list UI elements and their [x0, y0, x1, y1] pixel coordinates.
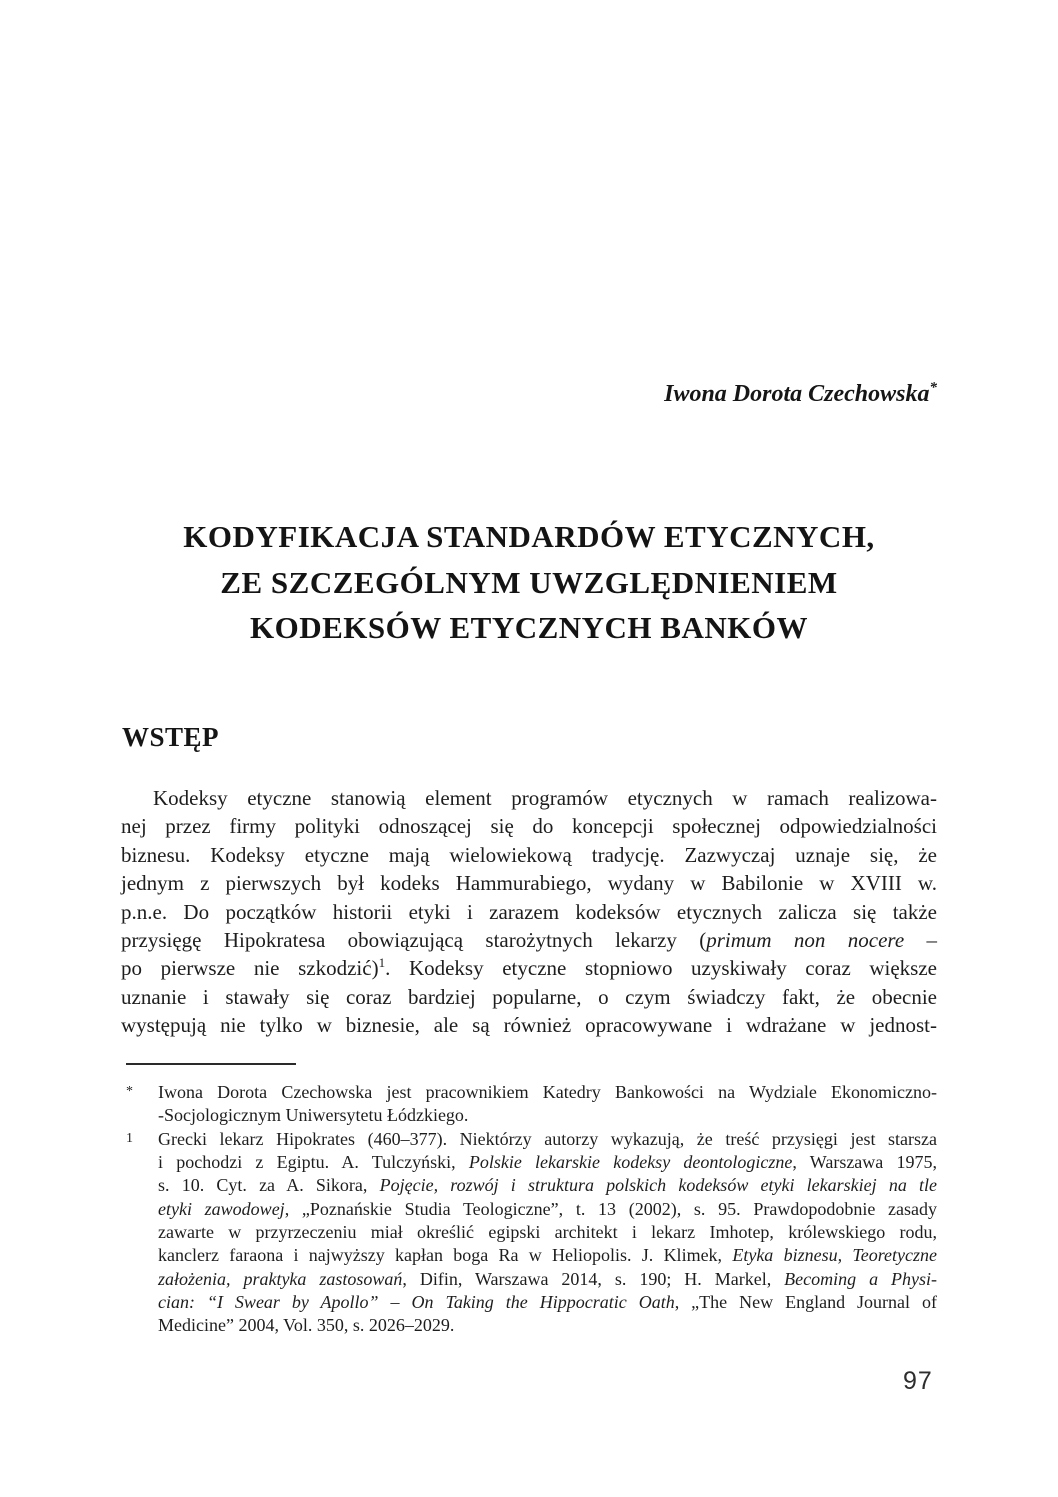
- title-line: ZE SZCZEGÓLNYM UWZGLĘDNIENIEM: [220, 564, 838, 600]
- text-segment: . Kodeksy etyczne stopniowo uzyskiwały coraz większe: [385, 956, 938, 981]
- italic-text: primum non nocere: [706, 928, 905, 953]
- text-segment: kanclerz faraona i najwyższy kapłan boga Ra w Heliopolis. J. Klimek,: [158, 1245, 733, 1266]
- section-heading-wstep: WSTĘP: [122, 722, 220, 752]
- text-segment: przysięgę Hipokratesa obowiązującą starożytnych lekarzy (: [121, 928, 707, 953]
- italic-text: Becoming a Physi-: [784, 1268, 938, 1289]
- body-line: [121, 898, 937, 926]
- footnote-item: [122, 1128, 937, 1338]
- article-title: [0, 514, 1058, 651]
- text-segment: , Warszawa 1975,: [792, 1152, 938, 1173]
- text-segment: p.n.e. Do początków historii etyki i zarazem kodeksów etycznych zalicza się także: [121, 899, 937, 924]
- text-segment: , „Poznańskie Studia Teologiczne”, t. 13 (2002), s. 95. Prawdopodobnie zasady: [284, 1198, 937, 1219]
- text-segment: i pochodzi z Egiptu. A. Tulczyński,: [158, 1152, 469, 1173]
- footnote-line: [158, 1244, 937, 1267]
- italic-text: Etyka biznesu, Teoretyczne: [732, 1245, 937, 1266]
- text-segment: Iwona Dorota Czechowska jest pracownikiem Katedry Bankowości na Wydziale Ekonomiczno-: [158, 1082, 937, 1102]
- footnote-line: [158, 1174, 937, 1197]
- footnote-line: [158, 1198, 937, 1221]
- footnote-item: [122, 1081, 937, 1128]
- text-segment: biznesu. Kodeksy etyczne mają wielowiekową tradycję. Zazwyczaj uznaje się, że: [121, 842, 937, 867]
- text-segment: –: [904, 928, 937, 953]
- footnote-separator-rule: [126, 1063, 296, 1065]
- italic-text: Polskie lekarskie kodeksy deontologiczne: [468, 1152, 793, 1173]
- footnote-line: [158, 1081, 937, 1104]
- footnote-marker: *: [126, 1084, 133, 1099]
- text-segment: zawarte w przyrzeczeniu miał określić egipski architekt i lekarz Imhotep, królewskiego rodu,: [158, 1222, 937, 1243]
- title-line: KODYFIKACJA STANDARDÓW ETYCZNYCH,: [183, 519, 875, 554]
- footnote-line: [158, 1104, 937, 1127]
- text-segment: Grecki lekarz Hipokrates (460–377). Niektórzy autorzy wykazują, że treść przysięgi jest starsza: [158, 1128, 937, 1149]
- italic-text: etyki zawodowej: [158, 1198, 285, 1219]
- text-segment: -Socjologicznym Uniwersytetu Łódzkiego.: [158, 1105, 469, 1126]
- footnote-reference: 1: [378, 955, 386, 971]
- text-segment: Kodeksy etyczne stanowią element programów etycznych w ramach realizowa-: [153, 786, 937, 810]
- text-segment: , „The New England Journal of: [674, 1292, 937, 1313]
- body-line: [121, 983, 937, 1011]
- text-segment: uznanie i stawały się coraz bardziej popularne, o czym świadczy fakt, że obecnie: [121, 984, 937, 1009]
- text-segment: jednym z pierwszych był kodeks Hammurabiego, wydany w Babilonie w XVIII w.: [121, 871, 937, 896]
- footnote-text: [158, 1128, 937, 1338]
- text-segment: występują nie tylko w biznesie, ale są również opracowywane i wdrażane w jednost-: [121, 1013, 937, 1038]
- body-paragraph: [121, 784, 937, 1040]
- footnote-line: [158, 1221, 937, 1244]
- footnote-text: [158, 1081, 937, 1128]
- italic-text: Pojęcie, rozwój i struktura polskich kodeksów etyki lekarskiej na tle: [379, 1175, 937, 1196]
- footnote-line: [158, 1268, 937, 1291]
- text-segment: , Difin, Warszawa 2014, s. 190; H. Markel,: [402, 1268, 785, 1289]
- footnote-line: [158, 1128, 937, 1151]
- body-line: [121, 926, 937, 954]
- author-name: Iwona Dorota Czechowska: [664, 381, 930, 407]
- text-segment: Medicine” 2004, Vol. 350, s. 2026–2029.: [158, 1315, 455, 1336]
- body-line: [121, 954, 937, 982]
- body-line: [121, 841, 937, 869]
- body-line: [121, 869, 937, 897]
- text-segment: nej przez firmy polityki odnoszącej się do koncepcji społecznej odpowiedzialności: [121, 814, 937, 839]
- author-line: [664, 381, 937, 408]
- text-segment: po pierwsze nie szkodzić): [121, 956, 379, 981]
- author-footnote-symbol: *: [929, 380, 937, 396]
- page-number: 97: [903, 1367, 933, 1395]
- footnote-line: [158, 1314, 937, 1337]
- text-segment: s. 10. Cyt. za A. Sikora,: [158, 1175, 380, 1196]
- italic-text: założenia, praktyka zastosowań: [158, 1268, 403, 1289]
- footnote-marker: 1: [126, 1130, 133, 1146]
- body-line: [121, 784, 937, 812]
- footnote-line: [158, 1151, 937, 1174]
- body-line: [121, 812, 937, 840]
- title-line: KODEKSÓW ETYCZNYCH BANKÓW: [250, 610, 808, 645]
- body-line: [121, 1011, 937, 1039]
- footnote-line: [158, 1291, 937, 1314]
- footnotes: [122, 1081, 937, 1338]
- italic-text: cian: “I Swear by Apollo” – On Taking the Hippocratic Oath: [158, 1292, 675, 1313]
